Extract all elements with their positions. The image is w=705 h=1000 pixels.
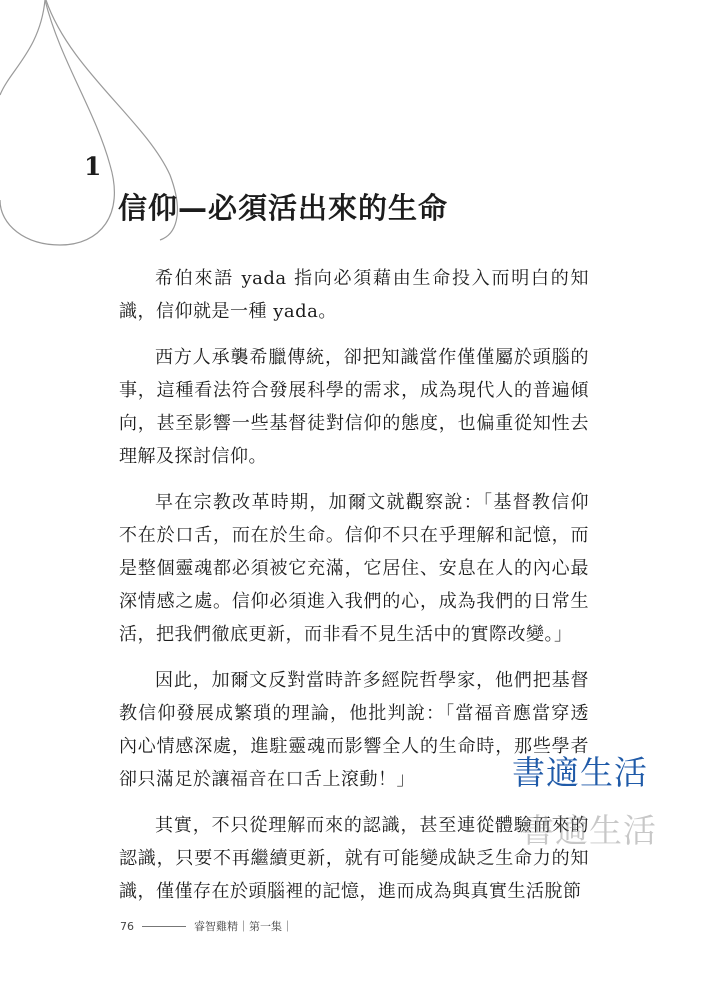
page-number: 76 [120,919,134,933]
body-text [119,262,589,921]
watermark-ghost: 書適生活 [521,811,657,850]
chapter-number: 1 [84,152,102,181]
chapter-title: 信仰—必須活出來的生命 [118,191,449,225]
paragraph: 早在宗教改革時期，加爾文就觀察說：「基督教信仰不在於口舌，而在於生命。信仰不只在乎理解和記憶，而是整個靈魂都必須被它充滿，它居住、安息在人的內心最深情感之處。信仰必須進入我們的心，成為我們的日常生活，把我們徹底更新，而非看不見生活中的實際改變。」 [119,492,589,645]
book-title: 睿智雞精｜第一集｜ [194,920,293,933]
paragraph: 西方人承襲希臘傳統，卻把知識當作僅僅屬於頭腦的事，這種看法符合發展科學的需求，成為現代人的普遍傾向，甚至影響一些基督徒對信仰的態度，也偏重從知性去理解及探討信仰。 [119,347,589,467]
paragraph: 因此，加爾文反對當時許多經院哲學家，他們把基督教信仰發展成繁瑣的理論，他批判說：「當福音應當穿透內心情感深處，進駐靈魂而影響全人的生命時，那些學者卻只滿足於讓福音在口舌上滾動！」 [119,670,589,790]
watermark-logo: 書適生活 [512,753,648,792]
paragraph: 其實，不只從理解而來的認識，甚至連從體驗而來的認識，只要不再繼續更新，就有可能變成缺乏生命力的知識，僅僅存在於頭腦裡的記憶，進而成為與真實生活脫節 [119,815,589,902]
paragraph: 希伯來語 yada 指向必須藉由生命投入而明白的知識，信仰就是一種 yada。 [119,268,589,322]
footer-divider [142,926,186,927]
page-footer [120,918,293,934]
